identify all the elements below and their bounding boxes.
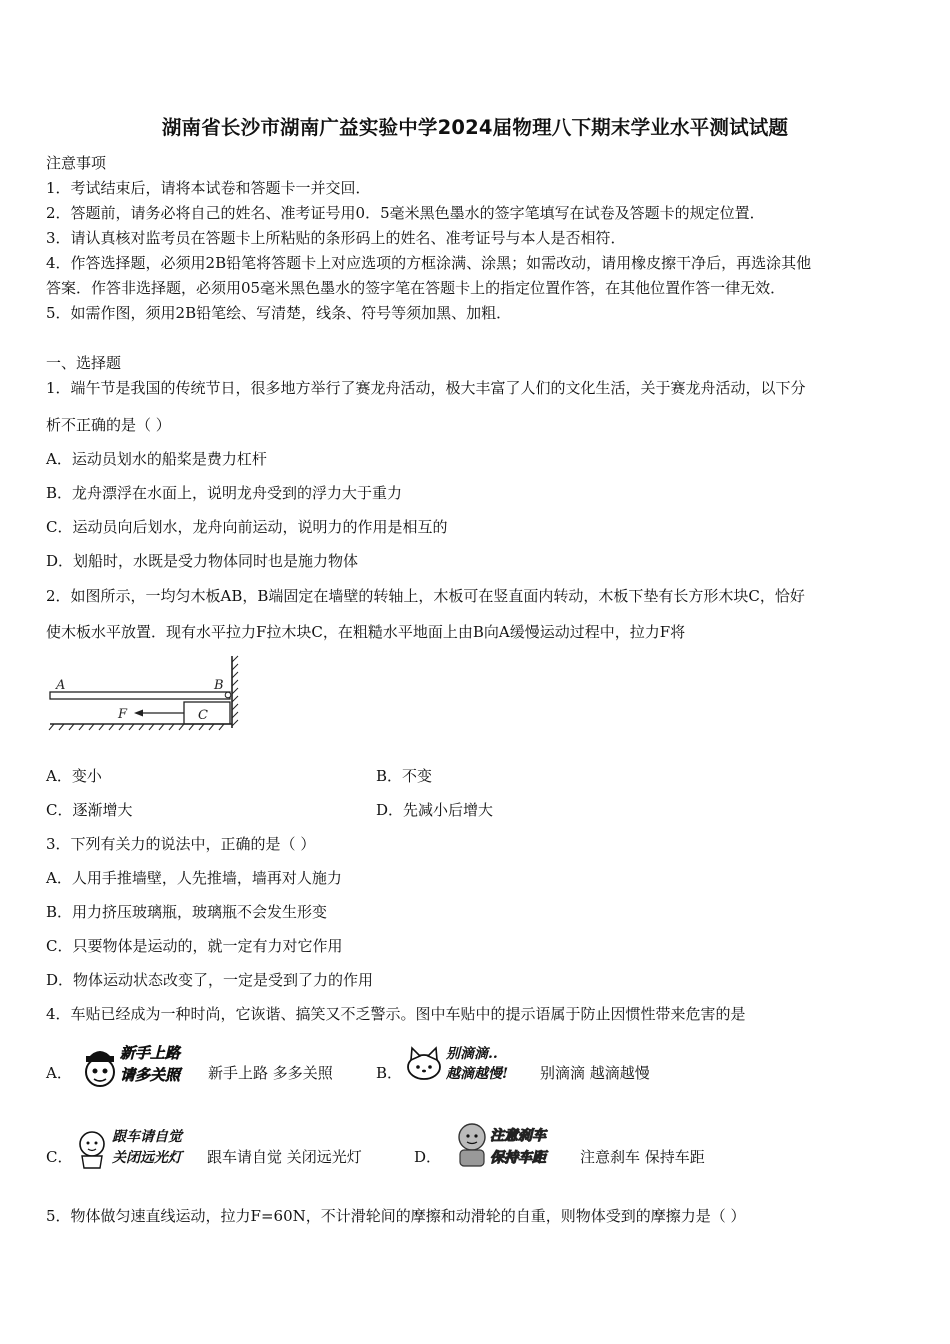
sticker-c-line2: 关闭远光灯 [112,1150,182,1166]
q2-stem: 使木板水平放置．现有水平拉力F拉木块C，在粗糙水平地面上由B向A缓慢运动过程中，拉力F将 [46,623,686,641]
q4-stem: 4．车贴已经成为一种时尚，它诙谐、搞笑又不乏警示。图中车贴中的提示语属于防止因惯性带来危害的是 [46,1005,746,1023]
q4-option-d-label: D． [414,1148,442,1166]
sticker-hello-kitty-icon [404,1040,538,1084]
sticker-baby-icon [452,1120,574,1170]
q3-stem: 3．下列有关力的说法中，正确的是（ ） [46,835,316,853]
label-b: B [214,678,224,693]
q4-option-c-label: C． [46,1148,73,1166]
sticker-d-line1: 注意刹车 [490,1128,546,1144]
q4-option-c-text: 跟车请自觉 关闭远光灯 [207,1148,362,1166]
sticker-c-line1: 跟车请自觉 [112,1129,182,1145]
q4-option-a-text: 新手上路 多多关照 [208,1064,333,1082]
q1-stem: 析不正确的是（ ） [46,416,171,434]
q4-option-d-text: 注意刹车 保持车距 [580,1148,705,1166]
notice-item: 5．如需作图，须用2B铅笔绘、写清楚，线条、符号等须加黑、加粗． [46,304,512,322]
lever-diagram [46,652,246,734]
q4-option-a-label: A． [46,1064,72,1082]
page-title: 湖南省长沙市湖南广益实验中学2024届物理八下期末学业水平测试试题 [161,116,789,139]
sticker-d-line2: 保持车距 [490,1150,546,1166]
notice-item: 2．答题前，请务必将自己的姓名、准考证号用0．5毫米黑色墨水的签字笔填写在试卷及答题卡的规定位置． [46,204,765,222]
label-a: A [56,678,66,693]
q3-option-c: C．只要物体是运动的，就一定有力对它作用 [46,937,343,955]
q4-option-b-label: B． [376,1064,403,1082]
q1-option-a: A．运动员划水的船桨是费力杠杆 [46,450,267,468]
sticker-a-line2: 请多关照 [120,1066,181,1084]
q2-option-b: B．不变 [376,767,433,785]
q2-option-a: A．变小 [46,767,102,785]
notice-item: 1．考试结束后，请将本试卷和答题卡一并交回． [46,179,371,197]
label-f: F [118,707,128,722]
q1-stem: 1．端午节是我国的传统节日，很多地方举行了赛龙舟活动，极大丰富了人们的文化生活，关于赛龙舟活动，以下分 [46,379,806,397]
q3-option-a: A．人用手推墙壁，人先推墙，墙再对人施力 [46,869,342,887]
section-heading: 一、选择题 [46,354,122,372]
notice-heading: 注意事项 [46,154,107,172]
sticker-a-line1: 新手上路 [120,1044,181,1062]
sticker-b-line1: 别滴滴.. [446,1046,498,1062]
q2-option-c: C．逐渐增大 [46,801,133,819]
q2-stem: 2．如图所示，一均匀木板AB，B端固定在墙壁的转轴上，木板可在竖直面内转动，木板下垫有长方形木块C，恰好 [46,587,805,605]
q1-option-b: B．龙舟漂浮在水面上，说明龙舟受到的浮力大于重力 [46,484,403,502]
q5-stem: 5．物体做匀速直线运动，拉力F=60N，不计滑轮间的摩擦和动滑轮的自重，则物体受到的摩擦力是（ ） [46,1207,746,1225]
sticker-b-line2: 越滴越慢! [446,1066,509,1082]
notice-item: 3．请认真核对监考员在答题卡上所粘贴的条形码上的姓名、准考证号与本人是否相符． [46,229,626,247]
notice-item: 4．作答选择题，必须用2B铅笔将答题卡上对应选项的方框涂满、涂黑；如需改动，请用橡皮擦干净后，再选涂其他 [46,254,812,272]
q4-option-b-text: 别滴滴 越滴越慢 [540,1064,650,1082]
notice-item: 答案．作答非选择题，必须用05毫米黑色墨水的签字笔在答题卡上的指定位置作答，在其他位置作答一律无效． [46,279,786,297]
label-c: C [198,708,208,723]
sticker-novice-driver-icon [78,1036,202,1088]
q2-option-d: D．先减小后增大 [376,801,494,819]
q1-option-c: C．运动员向后划水，龙舟向前运动，说明力的作用是相互的 [46,518,448,536]
q1-option-d: D．划船时，水既是受力物体同时也是施力物体 [46,552,359,570]
sticker-cartoon-kid-icon [74,1124,204,1170]
q3-option-b: B．用力挤压玻璃瓶，玻璃瓶不会发生形变 [46,903,328,921]
q3-option-d: D．物体运动状态改变了，一定是受到了力的作用 [46,971,374,989]
